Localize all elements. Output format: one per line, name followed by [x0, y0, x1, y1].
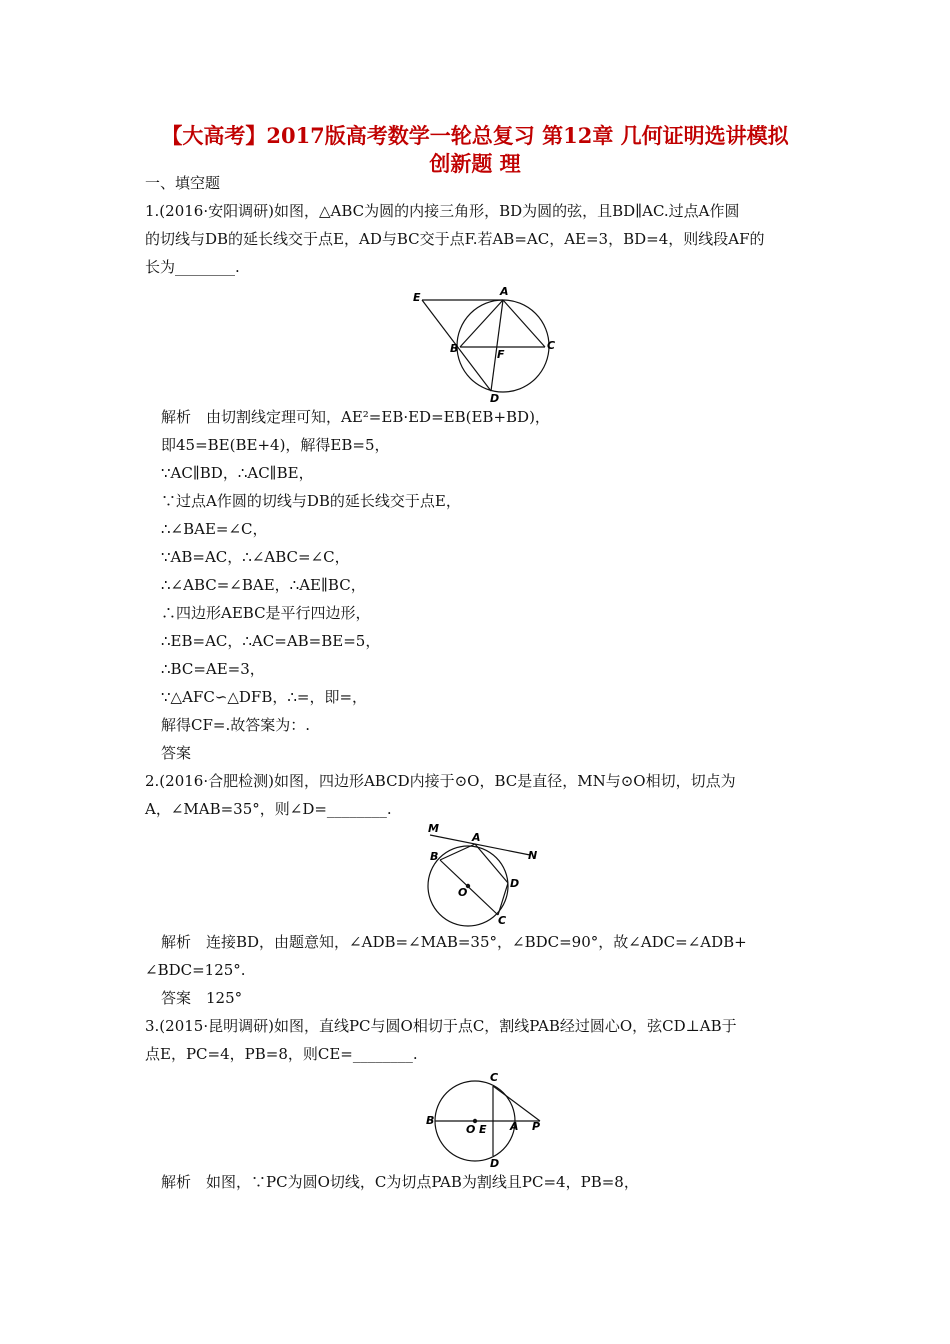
q2-solution-line: ∠BDC=125°. — [145, 961, 246, 979]
q3-label-o: O — [466, 1123, 476, 1136]
q2-label-n: N — [528, 849, 538, 862]
q1-solution-line: 解析 由切割线定理可知，AE²=EB·ED=EB(EB+BD)， — [161, 408, 550, 426]
q2-solution-line: 解析 连接BD，由题意知，∠ADB=∠MAB=35°，∠BDC=90°，故∠ADC=∠ADB+ — [161, 933, 747, 951]
q1-answer: 答案 — [161, 744, 192, 762]
q2-label-o: O — [458, 886, 468, 899]
q1-label-d: D — [490, 392, 500, 403]
q3-text-line: 点E，PC=4，PB=8，则CE=________. — [145, 1045, 418, 1063]
q3-label-p: P — [532, 1120, 541, 1133]
q1-line-ac — [503, 300, 545, 347]
title-line-1: 【大高考】2017版高考数学一轮总复习 第12章 几何证明选讲模拟 — [161, 123, 789, 148]
q1-line-ab — [460, 300, 503, 347]
q1-solution-line: ∵过点A作圆的切线与DB的延长线交于点E， — [161, 492, 461, 510]
q1-solution-line: ∵△AFC∽△DFB，∴=，即=， — [161, 688, 368, 706]
q2-label-b: B — [430, 850, 439, 863]
q1-solution-line: ∴四边形AEBC是平行四边形， — [161, 604, 371, 622]
q1-solution-line: ∴∠BAE=∠C， — [161, 520, 268, 538]
title-line-2: 创新题 理 — [429, 151, 521, 176]
q2-label-a: A — [472, 831, 481, 844]
q1-solution-line: ∵AB=AC，∴∠ABC=∠C， — [161, 548, 350, 566]
q2-label-m: M — [428, 822, 439, 835]
q3-text-line: 3.(2015·昆明调研)如图，直线PC与圆O相切于点C，割线PAB经过圆心O，弦CD⊥AB于 — [145, 1017, 737, 1035]
q3-label-e: E — [479, 1123, 487, 1136]
q1-text-line: 长为________. — [145, 258, 240, 276]
section-heading: 一、填空题 — [145, 174, 221, 192]
q2-label-d: D — [510, 877, 520, 890]
q1-text-line: 的切线与DB的延长线交于点E，AD与BC交于点F.若AB=AC，AE=3，BD=4，则线段AF的 — [145, 230, 765, 248]
q3-label-c: C — [490, 1071, 499, 1084]
q3-solution-line: 解析 如图，∵PC为圆O切线，C为切点PAB为割线且PC=4，PB=8， — [161, 1173, 639, 1191]
q2-figure — [420, 820, 550, 934]
q1-circle — [457, 300, 549, 392]
q3-label-b: B — [426, 1114, 435, 1127]
q1-text-line: 1.(2016·安阳调研)如图，△ABC为圆的内接三角形，BD为圆的弦，且BD∥AC.过点A作圆 — [145, 202, 740, 220]
q1-label-c: C — [547, 339, 556, 352]
q1-solution-line: ∴BC=AE=3， — [161, 660, 265, 678]
q2-text-line: A，∠MAB=35°，则∠D=________. — [145, 800, 392, 818]
q2-text-line: 2.(2016·合肥检测)如图，四边形ABCD内接于⊙O，BC是直径，MN与⊙O相切，切点为 — [145, 772, 736, 790]
q2-answer: 答案 125° — [161, 989, 243, 1007]
q1-solution-line: ∴∠ABC=∠BAE，∴AE∥BC， — [161, 576, 366, 594]
q1-solution-line: ∴EB=AC，∴AC=AB=BE=5， — [161, 632, 381, 650]
document-title — [120, 122, 830, 178]
q3-figure — [420, 1070, 550, 1174]
q1-line-ad — [491, 300, 503, 391]
q2-line-ab — [440, 844, 475, 860]
q3-label-a: A — [510, 1120, 519, 1133]
q1-solution-line: 即45=BE(BE+4)，解得EB=5， — [161, 436, 390, 454]
q1-figure — [405, 283, 570, 407]
q1-label-b: B — [450, 342, 459, 355]
q1-label-f: F — [497, 348, 505, 361]
q3-line-cp — [493, 1086, 540, 1121]
q2-label-c: C — [498, 914, 507, 927]
q1-solution-line: 解得CF=.故答案为：. — [161, 716, 310, 734]
q1-solution-line: ∵AC∥BD，∴AC∥BE， — [161, 464, 314, 482]
q3-label-d: D — [490, 1157, 500, 1170]
q1-label-e: E — [413, 291, 421, 304]
q1-label-a: A — [500, 285, 509, 298]
q2-line-dc — [498, 883, 508, 915]
